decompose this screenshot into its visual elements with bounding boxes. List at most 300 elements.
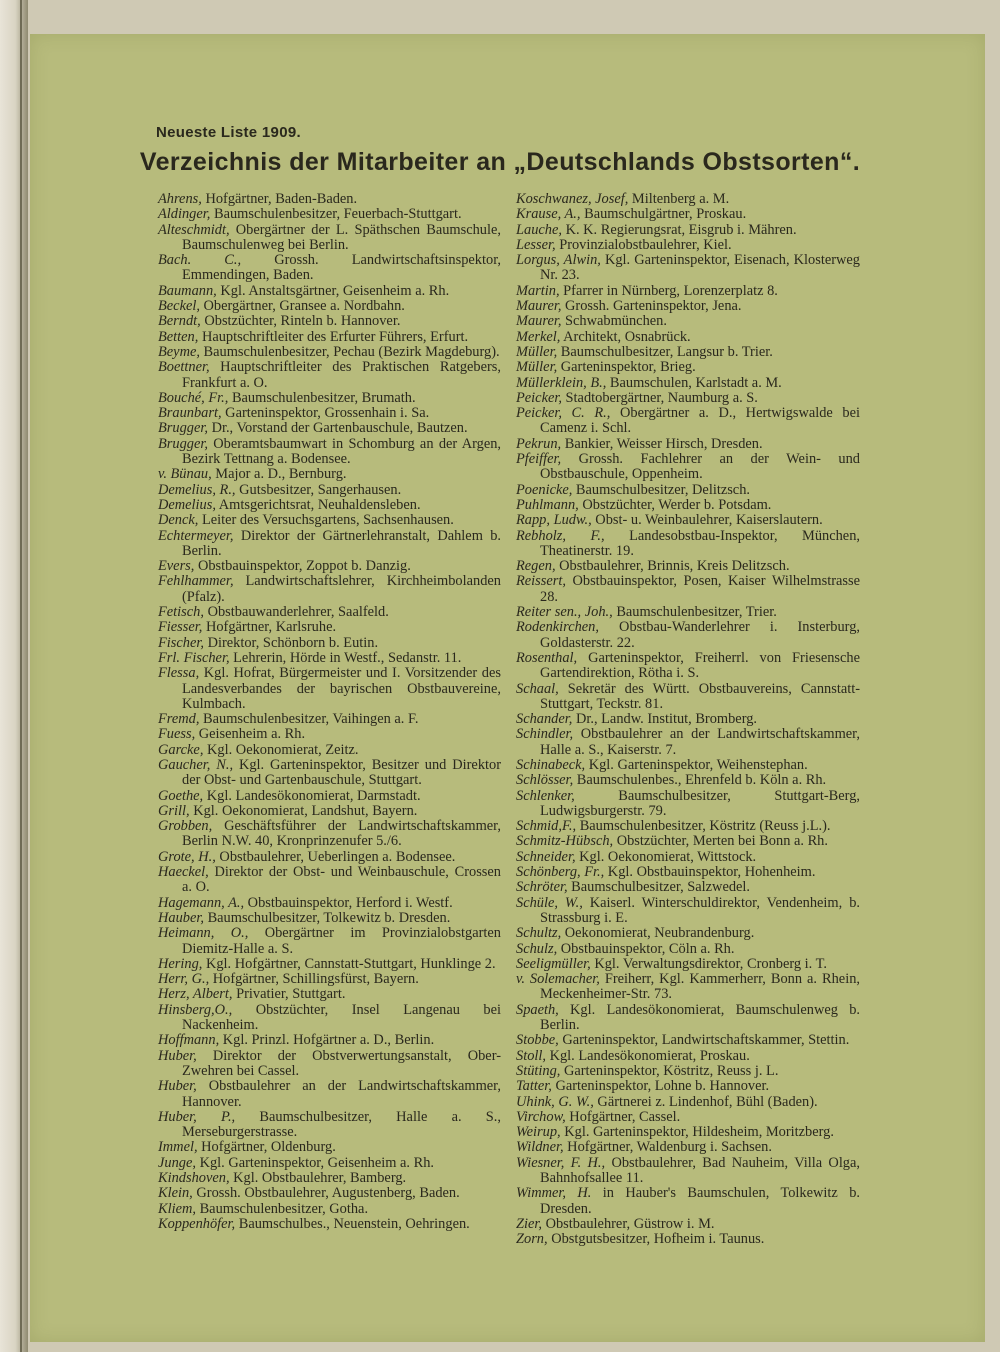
contributor-name: Beckel,: [158, 298, 200, 315]
contributor-name: Wiesner, F. H.,: [516, 1154, 606, 1171]
contributor-entry: [516, 865, 860, 880]
contributor-entry: [516, 1217, 860, 1232]
contributor-name: Garcke,: [158, 741, 204, 758]
contributor-entry: [158, 1171, 501, 1186]
contributor-name: Müller,: [516, 359, 558, 376]
contributor-name: Kindshoven,: [158, 1170, 230, 1186]
contributor-name: Krause, A.,: [516, 206, 581, 223]
contributor-entry: [158, 1140, 501, 1155]
binding-line: [20, 0, 22, 1352]
contributor-details: Amtsgerichtsrat, Neuhaldensleben.: [215, 496, 421, 513]
contributor-entry: [158, 605, 501, 620]
contributor-name: Stoll,: [516, 1047, 546, 1064]
contributor-entry: [158, 1049, 501, 1080]
contributor-name: Zorn,: [516, 1231, 548, 1248]
contributor-entry: [158, 987, 501, 1002]
contributor-details: Kgl. Anstaltsgärtner, Geisenheim a. Rh.: [216, 282, 450, 299]
contributor-name: Brugger,: [158, 435, 208, 452]
contributor-details: Baumschulbesitzer, Stuttgart-Berg, Ludwigsburgerstr. 79.: [540, 787, 860, 819]
contributor-entry: [158, 1156, 501, 1171]
contributor-details: Kgl. Obstbauinspektor, Hohenheim.: [604, 864, 816, 881]
contributor-details: Garteninspektor, Lohne b. Hannover.: [551, 1078, 770, 1095]
contributor-name: Stüting,: [516, 1062, 561, 1079]
contributor-name: Fuess,: [158, 726, 196, 743]
contributor-name: Koppenhöfer,: [158, 1215, 236, 1232]
contributor-entry: [516, 819, 860, 834]
contributor-entry: [158, 651, 501, 666]
contributor-name: Pfeiffer,: [516, 451, 562, 468]
contributor-entry: [516, 880, 860, 895]
contributor-name: Immel,: [158, 1139, 198, 1156]
contributor-name: Schindler,: [516, 726, 574, 743]
contributor-entry: [516, 1232, 860, 1247]
contributor-name: Denck,: [158, 512, 199, 529]
contributor-details: Hofgärtner, Waldenburg i. Sachsen.: [563, 1139, 772, 1156]
contributor-name: Reiter sen., Joh.,: [516, 604, 613, 621]
contributor-details: Obstzüchter, Rinteln b. Hannover.: [200, 313, 401, 330]
contributor-details: Landwirtschaftslehrer, Kirchheimbolanden (Pfalz).: [182, 573, 501, 605]
contributor-entry: [158, 1110, 501, 1141]
contributor-entry: [158, 529, 501, 560]
contributor-entry: [516, 376, 860, 391]
contributor-name: Schinabeck,: [516, 756, 586, 773]
contributor-name: Schmid,F.,: [516, 818, 577, 835]
contributor-entry: [158, 574, 501, 605]
contributor-details: Kgl. Oekonomierat, Zeitz.: [203, 741, 359, 758]
contributor-name: Frl. Fischer,: [158, 649, 230, 666]
contributor-name: Aldinger,: [158, 206, 211, 223]
contributor-name: Hagemann, A.,: [158, 894, 245, 911]
contributor-name: Schmitz-Hübsch,: [516, 833, 614, 850]
contributor-entry: [158, 666, 501, 712]
contributor-entry: [516, 452, 860, 483]
contributor-details: Obstbaulehrer, Güstrow i. M.: [542, 1215, 715, 1232]
contributor-details: Kgl. Garteninspektor, Geisenheim a. Rh.: [195, 1154, 434, 1171]
contributor-entry: [516, 1049, 860, 1064]
contributor-name: Herr, G.,: [158, 971, 210, 988]
contributor-details: Garteninspektor, Landwirtschaftskammer, Stettin.: [558, 1032, 850, 1049]
contributor-name: Maurer,: [516, 298, 562, 315]
contributor-details: Oekonomierat, Neubrandenburg.: [561, 925, 755, 942]
contributor-entry: [516, 789, 860, 820]
contributor-entry: [158, 437, 501, 468]
contributor-name: Maurer,: [516, 313, 562, 330]
contributor-name: Martin,: [516, 282, 560, 299]
contributor-entry: [158, 865, 501, 896]
contributor-name: Spaeth,: [516, 1001, 559, 1018]
contributor-details: Kaiserl. Winterschuldirektor, Vendenheim, b. Strassburg i. E.: [540, 894, 860, 926]
contributor-entry: [516, 223, 860, 238]
contributor-details: Landesobstbau-Inspektor, München, Theatinerstr. 19.: [540, 527, 860, 559]
contributor-name: Klein,: [158, 1185, 193, 1202]
contributor-entry: [158, 957, 501, 972]
contributor-name: Schröter,: [516, 879, 568, 896]
contributor-details: Kgl. Garteninspektor, Hildesheim, Moritzberg.: [560, 1124, 834, 1141]
contributor-details: Provinzialobstbaulehrer, Kiel.: [555, 236, 732, 253]
contributor-entry: [516, 207, 860, 222]
contributor-details: Kgl. Garteninspektor, Weihenstephan.: [585, 756, 808, 773]
contributor-name: Schander,: [516, 711, 573, 728]
contributor-details: Grossh. Obstbaulehrer, Augustenberg, Baden.: [192, 1185, 460, 1202]
contributor-name: Ahrens,: [158, 191, 202, 207]
contributor-entry: [158, 483, 501, 498]
contributor-name: Merkel,: [516, 328, 561, 345]
contributor-entry: [158, 360, 501, 391]
contributor-name: Boettner,: [158, 359, 210, 376]
contributor-name: Haeckel,: [158, 864, 209, 881]
contributor-details: Baumschulbesitzer, Halle a. S., Merseburgerstrasse.: [182, 1108, 501, 1141]
contributor-details: Kgl. Obstbaulehrer, Bamberg.: [229, 1170, 407, 1186]
contributor-name: Huber,: [158, 1047, 197, 1064]
contributor-name: Müllerklein, B.,: [516, 374, 607, 391]
contributor-name: Alteschmidt,: [158, 221, 230, 238]
contributor-entry: [158, 819, 501, 850]
contributor-name: Brugger,: [158, 420, 208, 437]
contributor-entry: [516, 406, 860, 437]
contributor-name: Rosenthal,: [516, 649, 578, 666]
contributor-name: v. Bünau,: [158, 466, 212, 483]
contributor-entry: [516, 498, 860, 513]
contributor-entry: [158, 972, 501, 987]
contributor-details: Garteninspektor, Brieg.: [557, 359, 696, 376]
contributor-details: Direktor der Obstverwertungsanstalt, Ober-Zwehren bei Cassel.: [182, 1047, 501, 1079]
contributor-entry: [516, 620, 860, 651]
contributor-details: Direktor, Schönborn b. Eutin.: [203, 634, 379, 651]
contributor-entry: [516, 391, 860, 406]
contributor-details: Baumschulenbesitzer, Feuerbach-Stuttgart.: [210, 206, 462, 223]
contributor-entry: [516, 651, 860, 682]
contributor-name: Junge,: [158, 1154, 196, 1171]
contributor-details: Kgl. Verwaltungsdirektor, Cronberg i. T.: [590, 955, 827, 972]
contributor-entry: [516, 1095, 860, 1110]
contributor-entry: [158, 727, 501, 742]
contributor-details: in Hauber's Baumschulen, Tolkewitz b. Dresden.: [540, 1185, 860, 1217]
contributor-details: Obstbau-Wanderlehrer i. Insterburg, Goldasterstr. 22.: [540, 619, 860, 651]
contributor-details: Lehrerin, Hörde in Westf., Sedanstr. 11.: [229, 649, 462, 666]
contributor-entry: [158, 926, 501, 957]
contributor-entry: [158, 1033, 501, 1048]
contributor-details: Kgl. Landesökonomierat, Baumschulenweg b. Berlin.: [540, 1001, 860, 1034]
contributor-entry: [158, 406, 501, 421]
contributor-name: Zier,: [516, 1215, 542, 1232]
contributor-entry: [158, 1079, 501, 1110]
contributor-name: Fischer,: [158, 634, 204, 651]
contributor-name: Puhlmann,: [516, 496, 579, 513]
contributor-name: Seeligmüller,: [516, 955, 591, 972]
contributor-entry: [516, 1110, 860, 1125]
contributor-details: Privatier, Stuttgart.: [232, 986, 346, 1003]
contributor-details: Direktor der Gärtnerlehranstalt, Dahlem b. Berlin.: [182, 527, 501, 559]
contributor-entry: [516, 1125, 860, 1140]
contributor-entry: [516, 758, 860, 773]
contributor-details: Baumschulbesitzer, Salzwedel.: [567, 879, 751, 896]
contributor-details: Obstzüchter, Werder b. Potsdam.: [578, 496, 772, 513]
contributor-details: Garteninspektor, Grossenhain i. Sa.: [221, 405, 430, 422]
contributor-entry: [516, 773, 860, 788]
contributor-entry: [158, 391, 501, 406]
contributor-name: Hering,: [158, 955, 203, 972]
contributor-name: Demelius,: [158, 496, 216, 513]
contributor-entry: [158, 513, 501, 528]
contributor-details: Obstbauinspektor, Zoppot b. Danzig.: [194, 558, 411, 575]
contributor-name: Pekrun,: [516, 435, 562, 452]
contributor-details: Obstbaulehrer an der Landwirtschaftskammer, Halle a. S., Kaiserstr. 7.: [540, 726, 860, 758]
contributor-name: Betten,: [158, 328, 199, 345]
contributor-name: Schlösser,: [516, 772, 574, 789]
contributor-name: Schüle, W.,: [516, 894, 583, 911]
contributor-details: Obstbaulehrer an der Landwirtschaftskammer, Hannover.: [182, 1078, 501, 1110]
contributor-details: Baumschulbesitzer, Tolkewitz b. Dresden.: [203, 909, 451, 926]
contributor-details: Oberamtsbaumwart in Schomburg an der Argen, Bezirk Tettnang a. Bodensee.: [182, 435, 501, 468]
contributor-entry: [516, 605, 860, 620]
contributor-entry: [158, 911, 501, 926]
contributor-details: Obstgutsbesitzer, Hofheim i. Taunus.: [547, 1231, 765, 1248]
contributor-details: Leiter des Versuchsgartens, Sachsenhausen.: [198, 512, 454, 529]
contributor-name: Bouché, Fr.,: [158, 389, 229, 406]
contributor-details: Obst- u. Weinbaulehrer, Kaiserslautern.: [591, 512, 823, 529]
contributor-details: Hofgärtner, Schillingsfürst, Bayern.: [209, 971, 419, 988]
contributor-name: Schultz,: [516, 925, 562, 942]
contributor-entry: [158, 330, 501, 345]
contributor-details: Hofgärtner, Baden-Baden.: [201, 191, 358, 207]
contributor-entry: [516, 559, 860, 574]
contributor-details: Baumschulenbes., Ehrenfeld b. Köln a. Rh.: [573, 772, 827, 789]
contributor-entry: [516, 850, 860, 865]
contributor-details: Obergärtner a. D., Hertwigswalde bei Camenz i. Schl.: [540, 405, 860, 437]
contributor-entry: [158, 1217, 501, 1232]
contributor-details: Hofgärtner, Cassel.: [565, 1108, 681, 1125]
contributor-details: Baumschulbesitzer, Langsur b. Trier.: [557, 343, 773, 360]
contributor-name: Braunbart,: [158, 405, 222, 422]
contributor-details: Kgl. Oekonomierat, Wittstock.: [575, 848, 757, 865]
contributor-name: Grobben,: [158, 818, 213, 835]
contributor-entry: [158, 620, 501, 635]
contributor-details: Kgl. Hofrat, Bürgermeister und I. Vorsitzender des Landesverbandes der bayrischen Obstbauvereine, Kulmbach.: [182, 665, 501, 712]
contributor-entry: [516, 284, 860, 299]
contributor-details: Baumschulenbesitzer, Trier.: [612, 604, 777, 621]
contributor-details: Obergärtner im Provinzialobstgarten Diemitz-Halle a. S.: [182, 925, 501, 957]
contributor-details: Grossh. Fachlehrer an der Wein- und Obstbauschule, Oppenheim.: [540, 451, 860, 483]
contributor-details: Direktor der Obst- und Weinbauschule, Crossen a. O.: [182, 864, 501, 896]
adjacent-page-edge: [0, 0, 28, 1352]
contributor-entry: [158, 207, 501, 222]
contributor-details: Hauptschriftleiter des Praktischen Ratgebers, Frankfurt a. O.: [182, 359, 501, 391]
contributor-details: Baumschulenbesitzer, Vaihingen a. F.: [199, 711, 419, 728]
contributor-entry: [516, 330, 860, 345]
contributor-entry: [516, 942, 860, 957]
contributor-entry: [158, 896, 501, 911]
contributor-name: Demelius, R.,: [158, 481, 236, 498]
list-edition-label: Neueste Liste 1909.: [156, 124, 301, 141]
contributor-details: Obstzüchter, Merten bei Bonn a. Rh.: [613, 833, 828, 850]
page-title: Verzeichnis der Mitarbeiter an „Deutschlands Obstsorten“.: [139, 148, 861, 176]
contributor-entry: [516, 238, 860, 253]
contributor-name: Koschwanez, Josef,: [516, 191, 629, 207]
contributor-name: Reissert,: [516, 573, 566, 590]
contributor-details: Garteninspektor, Freiherrl. von Friesensche Gartendirektion, Rötha i. S.: [540, 649, 860, 682]
contributor-entry: [158, 712, 501, 727]
contributor-details: Baumschulenbesitzer, Brumath.: [228, 389, 416, 406]
contributor-details: Sekretär des Württ. Obstbauvereins, Cannstatt-Stuttgart, Teckstr. 81.: [540, 680, 860, 712]
contributor-name: Peicker, C. R.,: [516, 405, 611, 422]
contributor-details: Stadtobergärtner, Naumburg a. S.: [561, 389, 758, 406]
contributor-name: Gaucher, N.,: [158, 756, 234, 773]
contributor-details: Miltenberg a. M.: [628, 191, 730, 207]
contributor-name: Echtermeyer,: [158, 527, 234, 544]
contributor-name: Rodenkirchen,: [516, 619, 599, 636]
contributor-details: Garteninspektor, Köstritz, Reuss j. L.: [560, 1062, 779, 1079]
contributor-name: Huber, P.,: [158, 1108, 236, 1125]
contributor-name: Peicker,: [516, 389, 562, 406]
contributor-entry: [158, 223, 501, 254]
contributor-entry: [516, 437, 860, 452]
contributor-entry: [158, 498, 501, 513]
contributor-details: Major a. D., Bernburg.: [211, 466, 347, 483]
contributor-details: Kgl. Landesökonomierat, Darmstadt.: [203, 787, 421, 804]
contributor-entry: [516, 957, 860, 972]
contributor-entry: [158, 1186, 501, 1201]
contributor-entry: [516, 834, 860, 849]
contributor-entry: [516, 972, 860, 1003]
contributor-name: Fremd,: [158, 711, 200, 728]
contributor-name: Schulz,: [516, 940, 558, 957]
contributor-name: Fetisch,: [158, 604, 204, 621]
contributor-details: Obstbauinspektor, Herford i. Westf.: [244, 894, 453, 911]
contributor-name: Hauber,: [158, 909, 204, 926]
contributor-entry: [516, 299, 860, 314]
contributor-entry: [158, 1003, 501, 1034]
contributor-name: Weirup,: [516, 1124, 561, 1141]
contributor-entry: [516, 513, 860, 528]
right-column: [516, 192, 860, 1247]
contributor-details: Obstbaulehrer, Brinnis, Kreis Delitzsch.: [555, 558, 790, 575]
contributor-name: Regen,: [516, 558, 556, 575]
contributor-name: Schaal,: [516, 680, 559, 697]
contributor-details: Obstbaulehrer, Bad Nauheim, Villa Olga, Bahnhofsallee 11.: [540, 1154, 860, 1186]
contributor-entry: [158, 1202, 501, 1217]
contributor-entry: [516, 712, 860, 727]
left-column: [158, 192, 501, 1232]
contributor-details: Kgl. Prinzl. Hofgärtner a. D., Berlin.: [219, 1032, 435, 1049]
contributor-entry: [158, 758, 501, 789]
contributor-details: Gutsbesitzer, Sangerhausen.: [235, 481, 402, 498]
contributor-details: Dr., Landw. Institut, Bromberg.: [572, 711, 758, 728]
contributor-entry: [158, 789, 501, 804]
contributor-entry: [516, 314, 860, 329]
contributor-details: Freiherr, Kgl. Kammerherr, Bonn a. Rhein, Meckenheimer-Str. 73.: [540, 971, 860, 1003]
contributor-name: Heimann, O.,: [158, 925, 249, 942]
contributor-name: Schneider,: [516, 848, 576, 865]
contributor-entry: [516, 1064, 860, 1079]
contributor-name: Poenicke,: [516, 481, 573, 498]
contributor-name: Grill,: [158, 802, 190, 819]
contributor-name: v. Solemacher,: [516, 971, 600, 988]
contributor-details: Baumschulenbesitzer, Gotha.: [195, 1200, 369, 1217]
contributor-details: Grossh. Garteninspektor, Jena.: [561, 298, 742, 315]
contributor-details: Hofgärtner, Oldenburg.: [197, 1139, 336, 1156]
contributor-name: Rapp, Ludw.,: [516, 512, 592, 529]
contributor-entry: [516, 896, 860, 927]
contributor-entry: [158, 253, 501, 284]
contributor-entry: [158, 467, 501, 482]
contributor-details: Obergärtner der L. Späthschen Baumschule, Baumschulenweg bei Berlin.: [182, 221, 501, 253]
contributor-entry: [158, 559, 501, 574]
contributor-details: Kgl. Landesökonomierat, Proskau.: [545, 1047, 750, 1064]
contributor-details: Obstbaulehrer, Ueberlingen a. Bodensee.: [215, 848, 456, 865]
contributor-entry: [516, 1003, 860, 1034]
contributor-name: Herz, Albert,: [158, 986, 233, 1003]
contributor-name: Rebholz, F.,: [516, 527, 605, 544]
contributor-name: Flessa,: [158, 665, 200, 682]
contributor-entry: [158, 743, 501, 758]
contributor-name: Lorgus, Alwin,: [516, 252, 601, 269]
contributor-details: Geisenheim a. Rh.: [195, 726, 306, 743]
contributor-details: Kgl. Garteninspektor, Eisenach, Klosterweg Nr. 23.: [540, 252, 860, 284]
contributor-name: Schlenker,: [516, 787, 575, 804]
contributor-entry: [516, 345, 860, 360]
contributor-entry: [158, 804, 501, 819]
contributor-details: Baumschulbesitzer, Delitzsch.: [572, 481, 750, 498]
contributor-name: Lauche,: [516, 221, 562, 238]
contributor-entry: [158, 636, 501, 651]
contributor-entry: [516, 529, 860, 560]
contributor-name: Lesser,: [516, 236, 556, 253]
contributor-name: Fiesser,: [158, 619, 203, 636]
contributor-name: Baumann,: [158, 282, 217, 299]
contributor-entry: [516, 727, 860, 758]
contributor-details: Hauptschriftleiter des Erfurter Führers, Erfurt.: [198, 328, 469, 345]
contributor-details: Kgl. Hofgärtner, Cannstatt-Stuttgart, Hunklinge 2.: [202, 955, 496, 972]
contributor-name: Fehlhammer,: [158, 573, 234, 590]
contributor-entry: [158, 192, 501, 207]
contributor-details: Baumschulgärtner, Proskau.: [580, 206, 747, 223]
contributor-name: Grote, H.,: [158, 848, 216, 865]
contributor-name: Stobbe,: [516, 1032, 559, 1049]
contributor-details: Hofgärtner, Karlsruhe.: [202, 619, 337, 636]
contributor-name: Kliem,: [158, 1200, 196, 1217]
contributor-name: Uhink, G. W.,: [516, 1093, 594, 1110]
contributor-name: Wimmer, H.: [516, 1185, 592, 1202]
contributor-details: Baumschulen, Karlstadt a. M.: [606, 374, 782, 391]
contributor-entry: [516, 926, 860, 941]
contributor-details: Baumschulbes., Neuenstein, Oehringen.: [235, 1215, 470, 1232]
contributor-name: Hinsberg,O.,: [158, 1001, 233, 1018]
contributor-details: Obstbauinspektor, Cöln a. Rh.: [557, 940, 735, 957]
contributor-entry: [516, 574, 860, 605]
contributor-details: Obstzüchter, Insel Langenau bei Nackenheim.: [182, 1001, 501, 1034]
contributor-details: Baumschulenbesitzer, Pechau (Bezirk Magdeburg).: [199, 343, 500, 360]
contributor-entry: [516, 483, 860, 498]
contributor-name: Müller,: [516, 343, 558, 360]
contributor-entry: [516, 1156, 860, 1187]
contributor-details: Geschäftsführer der Landwirtschaftskammer, Berlin N.W. 40, Kronprinzenufer 5./6.: [182, 818, 501, 850]
contributor-details: K. K. Regierungsrat, Eisgrub i. Mähren.: [561, 221, 797, 238]
contributor-name: Huber,: [158, 1078, 197, 1095]
contributor-name: Goethe,: [158, 787, 204, 804]
contributor-details: Baumschulenbesitzer, Köstritz (Reuss j.L.).: [576, 818, 831, 835]
contributor-name: Berndt,: [158, 313, 201, 330]
contributor-entry: [158, 314, 501, 329]
contributor-details: Dr., Vorstand der Gartenbauschule, Bautzen.: [207, 420, 468, 437]
contributor-details: Grossh. Landwirtschaftsinspektor, Emmendingen, Baden.: [182, 252, 502, 284]
contributor-details: Architekt, Osnabrück.: [560, 328, 691, 345]
contributor-name: Hoffmann,: [158, 1032, 220, 1049]
contributor-name: Tatter,: [516, 1078, 552, 1095]
contributor-details: Gärtnerei z. Lindenhof, Bühl (Baden).: [593, 1093, 818, 1110]
contributor-name: Beyme,: [158, 343, 200, 360]
contributor-entry: [516, 360, 860, 375]
contributor-entry: [158, 850, 501, 865]
